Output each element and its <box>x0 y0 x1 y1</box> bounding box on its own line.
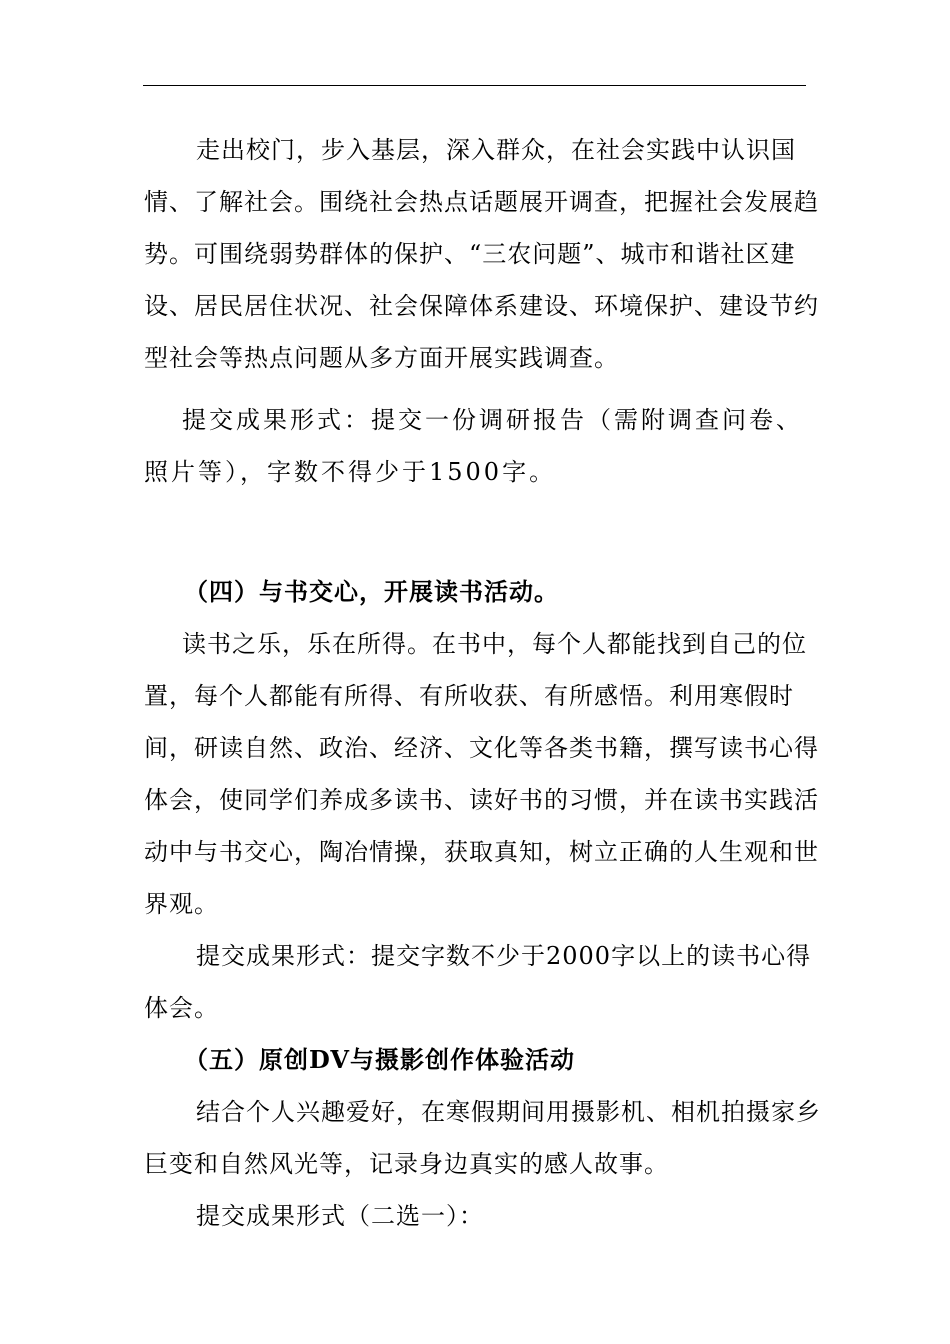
body-section-2 <box>144 394 824 498</box>
paragraph-photography: 结合个人兴趣爱好，在寒假期间用摄影机、相机拍摄家乡巨变和自然风光等，记录身边真实的感人故事。 <box>144 1098 821 1178</box>
paragraph-submission-reading: 提交成果形式：提交字数不少于2000字以上的读书心得体会。 <box>144 942 812 1022</box>
section-heading-five: （五）原创DV与摄影创作体验活动 <box>184 1045 576 1074</box>
body-section-1 <box>144 124 824 384</box>
paragraph-submission-photo: 提交成果形式（二选一）： <box>196 1202 484 1230</box>
section-heading-four: （四）与书交心，开展读书活动。 <box>184 577 559 606</box>
header-rule <box>143 85 806 86</box>
paragraph-submission-report: 提交成果形式：提交一份调研报告（需附调查问卷、照片等），字数不得少于1500字。 <box>144 406 803 486</box>
paragraph-reading: 读书之乐，乐在所得。在书中，每个人都能找到自己的位置，每个人都能有所得、有所收获、有所感悟。利用寒假时间，研读自然、政治、经济、文化等各类书籍，撰写读书心得体会，使同学们养成多读书、读好书的习惯，并在读书实践活动中与书交心，陶冶情操，获取真知，树立正确的人生观和世界观。 <box>144 630 819 918</box>
paragraph-social-practice: 走出校门，步入基层，深入群众，在社会实践中认识国情、了解社会。围绕社会热点话题展开调查，把握社会发展趋势。可围绕弱势群体的保护、“三农问题”、城市和谐社区建设、居民居住状况、社会保障体系建设、环境保护、建设节约型社会等热点问题从多方面开展实践调查。 <box>144 136 819 372</box>
body-section-3 <box>144 566 824 1242</box>
